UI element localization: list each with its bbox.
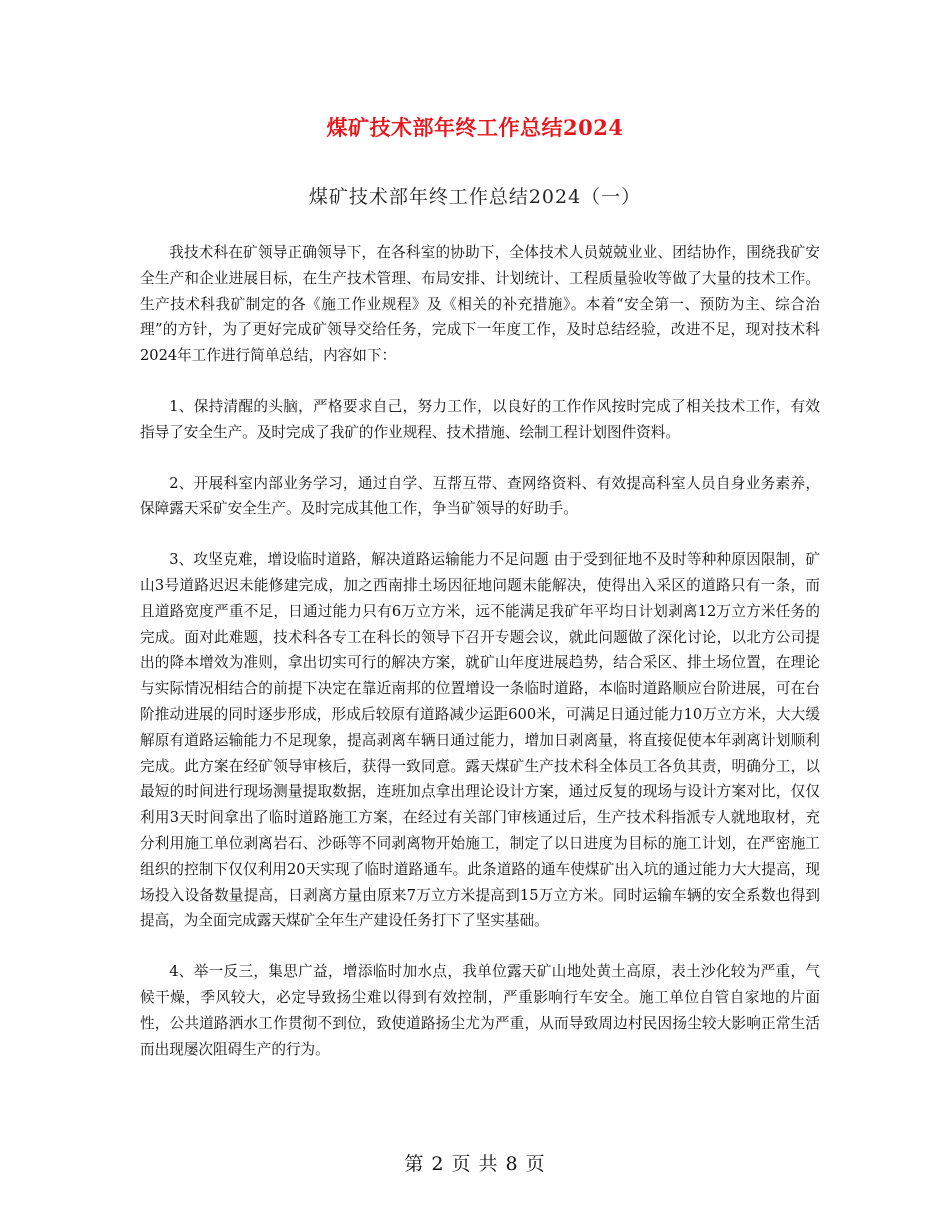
document-title: 煤矿技术部年终工作总结2024 — [326, 115, 624, 140]
paragraph-item-4: 4、举一反三，集思广益，增添临时加水点，我单位露天矿山地处黄土高原，表土沙化较为严重，气候干燥，季风较大，必定导致扬尘难以得到有效控制，严重影响行车安全。施工单位自管自家地的片面性，公共道路洒水工作贯彻不到位，致使道路扬尘尤为严重，从而导致周边村民因扬尘较大影响正常生活而出现屡次阻碍生产的行为。 — [140, 963, 820, 1058]
paragraph-item-1: 1、保持清醒的头脑，严格要求自己，努力工作，以良好的工作作风按时完成了相关技术工作，有效指导了安全生产。及时完成了我矿的作业规程、技术措施、绘制工程计划图件资料。 — [140, 397, 820, 441]
paragraph-intro: 我技术科在矿领导正确领导下，在各科室的协助下，全体技术人员兢兢业业、团结协作，围绕我矿安全生产和企业进展目标，在生产技术管理、布局安排、计划统计、工程质量验收等做了大量的技术工作。生产技术科我矿制定的各《施工作业规程》及《相关的补充措施》。本着“安全第一、预防为主、综合治理”的方针，为了更好完成矿领导交给任务，完成下一年度工作，及时总结经验，改进不足，现对技术科2024年工作进行简单总结，内容如下： — [140, 244, 820, 365]
paragraph-item-2: 2、开展科室内部业务学习，通过自学、互帮互带、查网络资料、有效提高科室人员自身业务素养，保障露天采矿安全生产。及时完成其他工作，争当矿领导的好助手。 — [140, 474, 820, 518]
page-number-footer: 第 2 页 共 8 页 — [404, 1153, 546, 1175]
document-body — [140, 240, 820, 1087]
section-title: 煤矿技术部年终工作总结2024（一） — [308, 186, 642, 208]
paragraph-item-3: 3、攻坚克难，增设临时道路，解决道路运输能力不足问题 由于受到征地不及时等种种原因限制，矿山3号道路迟迟未能修建完成，加之西南排土场因征地问题未能解决，使得出入采区的道路只有一条，而且道路宽度严重不足，日通过能力只有6万立方米，远不能满足我矿年平均日计划剥离12万立方米任务的完成。面对此难题，技术科各专工在科长的领导下召开专题会议，就此问题做了深化讨论，以北方公司提出的降本增效为准则，拿出切实可行的解决方案，就矿山年度进展趋势，结合采区、排土场位置，在理论与实际情况相结合的前提下决定在靠近南邦的位置增设一条临时道路，本临时道路顺应台阶进展，可在台阶推动进展的同时逐步形成，形成后较原有道路减少运距600米，可满足日通过能力10万立方米，大大缓解原有道路运输能力不足现象，提高剥离车辆日通过能力，增加日剥离量，将直接促使本年剥离计划顺利完成。此方案在经矿领导审核后，获得一致同意。露天煤矿生产技术科全体员工各负其责，明确分工，以最短的时间进行现场测量提取数据，连班加点拿出理论设计方案，通过反复的现场与设计方案对比，仅仅利用3天时间拿出了临时道路施工方案，在经过有关部门审核通过后，生产技术科指派专人就地取材，充分利用施工单位剥离岩石、沙砾等不同剥离物开始施工，制定了以日进度为目标的施工计划，在严密施工组织的控制下仅仅利用20天实现了临时道路通车。此条道路的通车使煤矿出入坑的通过能力大大提高，现场投入设备数量提高，日剥离方量由原来7万立方米提高到15万立方米。同时运输车辆的安全系数也得到提高，为全面完成露天煤矿全年生产建设任务打下了坚实基础。 — [140, 551, 820, 930]
